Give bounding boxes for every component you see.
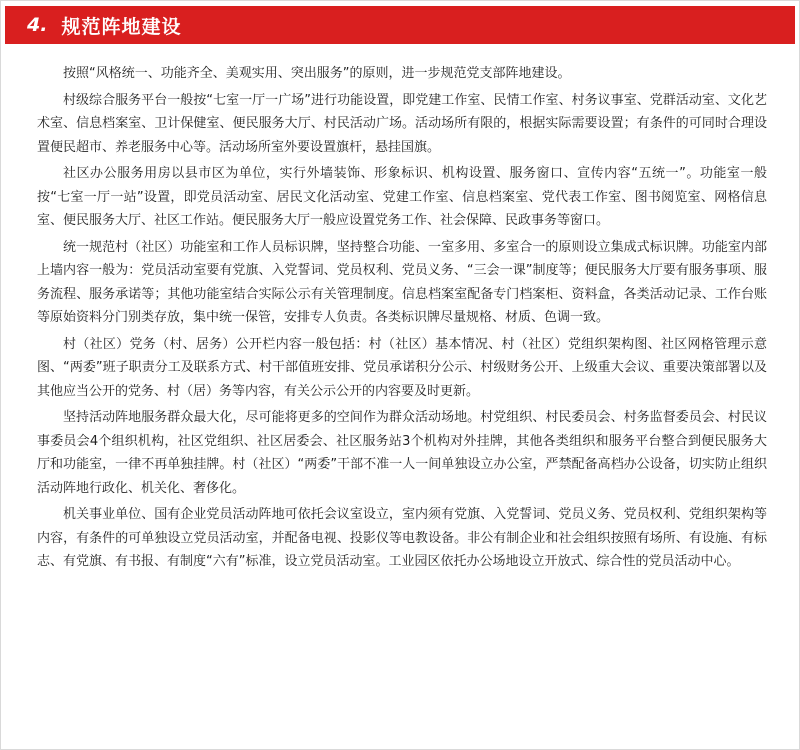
section-header [5,6,795,44]
section-title: 规范阵地建设 [61,15,182,38]
paragraph-activity-space: 坚持活动阵地服务群众最大化，尽可能将更多的空间作为群众活动场地。村党组织、村民委员会、村务监督委员会、村民议事委员会4个组织机构，社区党组织、社区居委会、社区服务站3个机构对外挂牌，其他各类组织和服务平台整合到便民服务大厅和功能室，一律不再单独挂牌。村（社区）“两委”干部不准一人一间单独设立办公室，严禁配备高档办公设备，切实防止组织活动阵地行政化、机关化、奢侈化。 [37,410,767,496]
document-body [1,44,799,574]
paragraph-signage: 统一规范村（社区）功能室和工作人员标识牌，坚持整合功能、一室多用、多室合一的原则设立集成式标识牌。功能室内部上墙内容一般为：党员活动室要有党旗、入党誓词、党员权利、党员义务、“三会一课”制度等；便民服务大厅要有服务事项、服务流程、服务承诺等；其他功能室结合实际公示有关管理制度。信息档案室配备专门档案柜、资料盒，各类活动记录、工作台账等原始资料分门别类存放，集中统一保管，安排专人负责。各类标识牌尽量规格、材质、色调一致。 [37,239,767,325]
paragraph-village-platform: 村级综合服务平台一般按“七室一厅一广场”进行功能设置，即党建工作室、民情工作室、村务议事室、党群活动室、文化艺术室、信息档案室、卫计保健室、便民服务大厅、村民活动广场。活动场所有限的，根据实际需要设置；有条件的可同时合理设置便民超市、养老服务中心等。活动场所室外要设置旗杆，悬挂国旗。 [37,92,767,155]
paragraph-principle: 按照“风格统一、功能齐全、美观实用、突出服务”的原则，进一步规范党支部阵地建设。 [63,66,571,81]
paragraph-community-office: 社区办公服务用房以县市区为单位，实行外墙装饰、形象标识、机构设置、服务窗口、宣传内容“五统一”。功能室一般按“七室一厅一站”设置，即党员活动室、居民文化活动室、党建工作室、信息档案室、党代表工作室、图书阅览室、网格信息室、便民服务大厅、社区工作站。便民服务大厅一般应设置党务工作、社会保障、民政事务等窗口。 [37,166,767,228]
paragraph-public-board: 村（社区）党务（村、居务）公开栏内容一般包括：村（社区）基本情况、村（社区）党组织架构图、社区网格管理示意图、“两委”班子职责分工及联系方式、村干部值班安排、党员承诺积分公示、村级财务公开、上级重大会议、重要决策部署以及其他应当公开的党务、村（居）务等内容，有关公示公开的内容要及时更新。 [37,336,767,399]
section-number: 4. [27,14,48,36]
paragraph-institutions: 机关事业单位、国有企业党员活动阵地可依托会议室设立，室内须有党旗、入党誓词、党员义务、党员权利、党组织架构等内容，有条件的可单独设立党员活动室，并配备电视、投影仪等电教设备。非公有制企业和社会组织按照有场所、有设施、有标志、有党旗、有书报、有制度“六有”标准，设立党员活动室。工业园区依托办公场地设立开放式、综合性的党员活动中心。 [37,507,767,569]
